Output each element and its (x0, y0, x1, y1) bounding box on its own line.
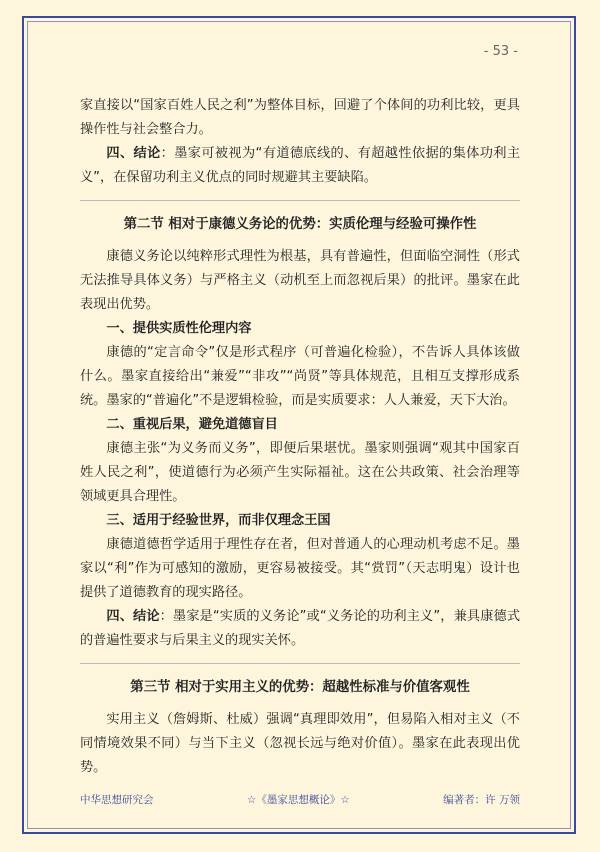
conclusion-paragraph-1 (80, 142, 520, 190)
section-2-paragraph-2: 康德主张“为义务而义务”，即便后果堪忧。墨家则强调“观其中国家百姓人民之利”，使道德行为必须产生实际福祉。这在公共政策、社会治理等领域更具合理性。 (80, 441, 520, 504)
section-2-heading-2: 二、重视后果，避免道德盲目 (106, 417, 278, 432)
section-2-heading-1: 一、提供实质性伦理内容 (106, 321, 252, 336)
section-2-paragraph-1: 康德的“定言命令”仅是形式程序（可普遍化检验），不告诉人具体该做什么。墨家直接给出“兼爱”“非攻”“尚贤”等具体规范，且相互支撑形成系统。墨家的“普遍化”不是逻辑检验，而是实质要求：人人兼爱，天下大治。 (80, 345, 520, 408)
section-2-title: 第二节 相对于康德义务论的优势：实质伦理与经验可操作性 (123, 217, 477, 232)
conclusion-label-2: 四、结论 (106, 609, 160, 624)
conclusion-text-2: ：墨家是“实质的义务论”或“义务论的功利主义”，兼具康德式的普遍性要求与后果主义的现实关怀。 (80, 609, 521, 648)
section-3-title: 第三节 相对于实用主义的优势：超越性标准与价值客观性 (130, 680, 470, 695)
page-content (80, 94, 520, 780)
section-2-intro: 康德义务论以纯粹形式理性为根基，具有普遍性，但面临空洞性（形式无法推导具体义务）与严格主义（动机至上而忽视后果）的批评。墨家在此表现出优势。 (80, 249, 520, 312)
conclusion-label-1: 四、结论 (106, 146, 161, 161)
footer-author: 编著者：许 万领 (443, 794, 520, 806)
conclusion-paragraph-2 (80, 605, 520, 653)
section-3-intro: 实用主义（詹姆斯、杜威）强调“真理即效用”，但易陷入相对主义（不同情境效果不同）与当下主义（忽视长远与绝对价值）。墨家在此表现出优势。 (80, 712, 520, 775)
section-divider-1 (80, 200, 520, 201)
paragraph-continued: 家直接以“国家百姓人民之利”为整体目标，回避了个体间的功利比较，更具操作性与社会整合力。 (80, 98, 520, 137)
page-number: - 53 - (483, 44, 518, 59)
section-divider-2 (80, 663, 520, 664)
page-footer (80, 792, 520, 807)
section-2-paragraph-3: 康德道德哲学适用于理性存在者，但对普通人的心理动机考虑不足。墨家以“利”作为可感知的激励，更容易被接受。其“赏罚”（天志明鬼）设计也提供了道德教育的现实路径。 (80, 537, 520, 600)
footer-book-title: ☆《墨家思想概论》☆ (246, 794, 350, 806)
section-2-heading-3: 三、适用于经验世界，而非仅理念王国 (106, 513, 331, 528)
conclusion-text-1: ：墨家可被视为“有道德底线的、有超越性依据的集体功利主义”，在保留功利主义优点的同时规避其主要缺陷。 (80, 146, 521, 185)
footer-organization: 中华思想研究会 (80, 794, 154, 806)
